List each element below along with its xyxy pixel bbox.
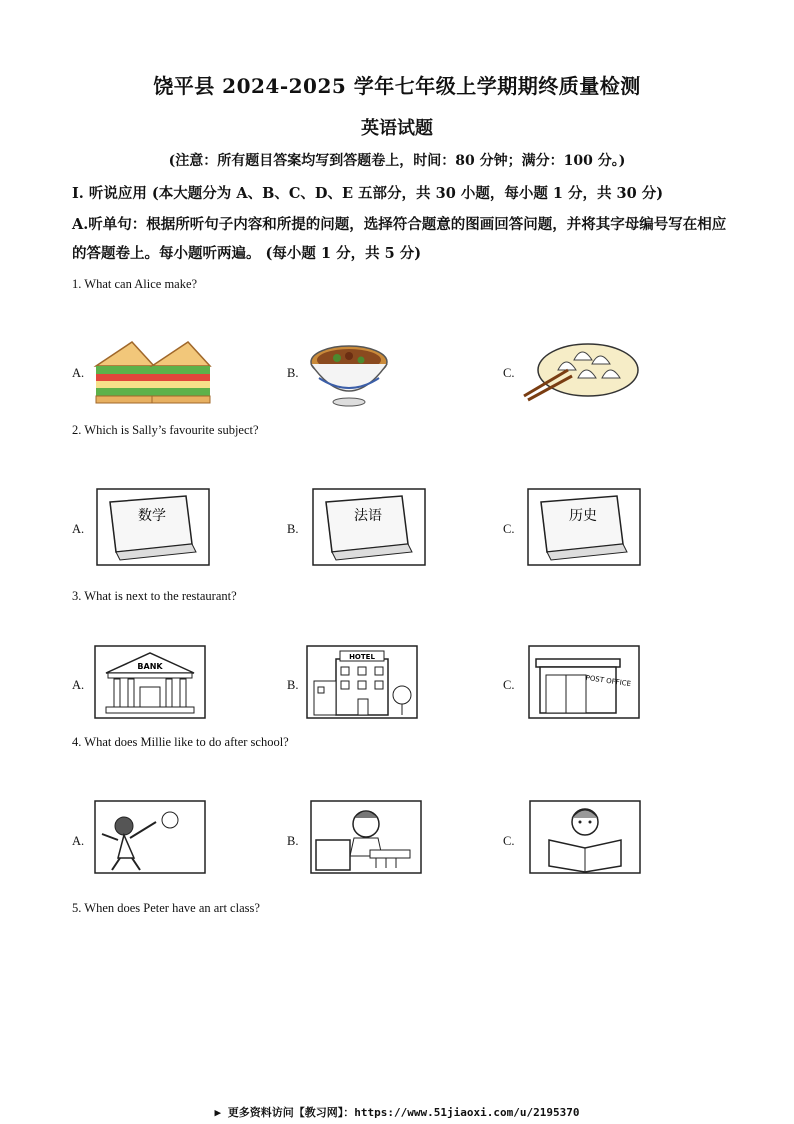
footer-link[interactable]: ▶ 更多资料访问【教习网】：https://www.51jiaoxi.com/u/2195370 (214, 1106, 580, 1119)
question-5: 5. When does Peter have an art class? (72, 901, 260, 915)
option-b-label: B. (287, 678, 299, 692)
noodle-bowl-image (307, 338, 391, 408)
question-4: 4. What does Millie like to do after school? (72, 735, 289, 749)
option-a-label: A. (72, 834, 85, 848)
option-b-label: B. (287, 522, 299, 536)
option-a-label: A. (72, 366, 85, 380)
exam-subject: 英语试题 (361, 118, 433, 139)
option-b-label: B. (287, 834, 299, 848)
sandwich-image (92, 336, 216, 406)
post-office-image (528, 645, 640, 719)
hotel-image (306, 645, 418, 719)
dumplings-image (522, 340, 640, 404)
option-c-label: C. (503, 834, 515, 848)
math-book-image (96, 488, 210, 566)
exam-title: 饶平县 2024-2025 学年七年级上学期期终质量检测 (153, 74, 641, 98)
section-heading: I. 听说应用 (本大题分为 A、B、C、D、E 五部分，共 30 小题，每小题 1 分，共 30 分) (72, 185, 664, 202)
book-label: 法语 (354, 508, 382, 524)
question-3: 3. What is next to the restaurant? (72, 589, 237, 603)
option-b-label: B. (287, 366, 299, 380)
hotel-sign: HOTEL (349, 653, 375, 661)
option-a-label: A. (72, 678, 85, 692)
history-book-image (527, 488, 641, 566)
option-c-label: C. (503, 678, 515, 692)
exam-note: (注意：所有题目答案均写到答题卷上，时间：80 分钟；满分：100 分。) (168, 153, 626, 169)
part-a-instructions: A.听单句：根据所听句子内容和所提的问题，选择符合题意的图画回答问题，并将其字母编号写在相应的答题卷上。每小题听两遍。 (每小题 1 分，共 5 分) (72, 216, 727, 262)
french-book-image (312, 488, 426, 566)
book-label: 历史 (569, 508, 597, 524)
book-label: 数学 (138, 508, 166, 524)
post-office-sign: POST OFFICE (585, 673, 632, 689)
playing-volleyball-image (94, 800, 206, 874)
question-2: 2. Which is Sally’s favourite subject? (72, 423, 259, 437)
option-c-label: C. (503, 366, 515, 380)
playing-piano-image (310, 800, 422, 874)
bank-sign: BANK (137, 662, 163, 671)
question-1: 1. What can Alice make? (72, 277, 198, 291)
bank-image (94, 645, 206, 719)
reading-book-image (529, 800, 641, 874)
option-a-label: A. (72, 522, 85, 536)
option-c-label: C. (503, 522, 515, 536)
